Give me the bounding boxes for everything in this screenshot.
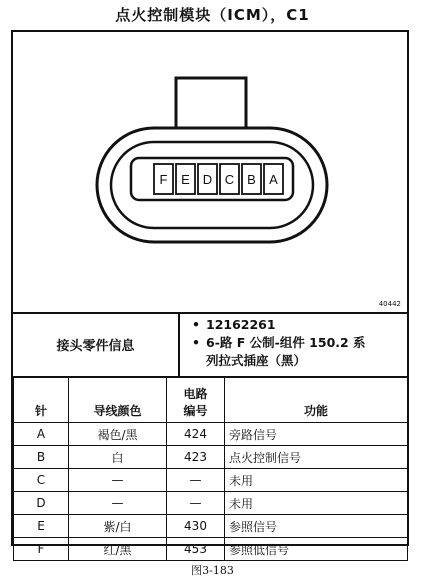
bullet-icon: • [192,335,200,350]
function-cell: 参照信号 [225,515,408,538]
bullet-icon: • [192,317,200,332]
function-cell: 参照低信号 [225,538,408,561]
circuit-cell: 423 [167,446,225,469]
header-circuit-line2: 编号 [183,404,208,418]
table-row [14,469,408,492]
circuit-cell: 453 [167,538,225,561]
part-description: 6-路 F 公制-组件 150.2 系 [206,335,366,350]
header-circuit-number [167,377,225,423]
circuit-cell: — [167,469,225,492]
connector-part-info-label: 接头零件信息 [13,312,180,376]
page-title: 点火控制模块（ICM），C1 [115,6,310,24]
pin-label-c: C [224,172,235,187]
part-description-line [188,334,403,352]
pin-table-header [14,377,408,423]
part-number-line [188,316,403,334]
pin-cell: A [14,423,69,446]
pin-cell: C [14,469,69,492]
connector-part-info-text [188,316,403,370]
function-cell: 未用 [225,469,408,492]
pin-cell: B [14,446,69,469]
wire-color-cell: 褐色/黑 [69,423,167,446]
pin-label-a: A [269,172,278,187]
table-row [14,446,408,469]
function-cell: 旁路信号 [225,423,408,446]
wire-color-cell: 紫/白 [69,515,167,538]
wire-color-cell: — [69,469,167,492]
connector-drawing [13,32,407,312]
figure-code: 40442 [378,300,401,308]
table-row [14,492,408,515]
part-number: 12162261 [206,317,276,332]
wire-color-cell: 红/黑 [69,538,167,561]
table-row [14,538,408,561]
function-cell: 点火控制信号 [225,446,408,469]
circuit-cell: 430 [167,515,225,538]
header-wire-color: 导线颜色 [69,377,167,423]
part-description-2: 列拉式插座（黑） [206,353,307,368]
pin-cell: F [14,538,69,561]
header-function: 功能 [225,377,408,423]
pin-label-f: F [159,172,168,187]
connector-diagram [13,32,407,314]
pin-cell: D [14,492,69,515]
function-cell: 未用 [225,492,408,515]
pin-label-e: E [181,172,190,187]
pin-label-d: D [202,172,213,187]
header-circuit-line1: 电路 [183,387,208,401]
header-pin: 针 [14,377,69,423]
part-description-continuation [188,352,403,370]
wire-color-cell: — [69,492,167,515]
wire-color-cell: 白 [69,446,167,469]
connector-part-info [13,312,407,378]
pin-table [13,376,408,561]
table-row [14,423,408,446]
pin-label-b: B [247,172,256,187]
table-row [14,515,408,538]
circuit-cell: 424 [167,423,225,446]
figure-caption: 图3-183 [191,564,234,577]
pin-cell: E [14,515,69,538]
circuit-cell: — [167,492,225,515]
connector-sheet [11,30,409,557]
